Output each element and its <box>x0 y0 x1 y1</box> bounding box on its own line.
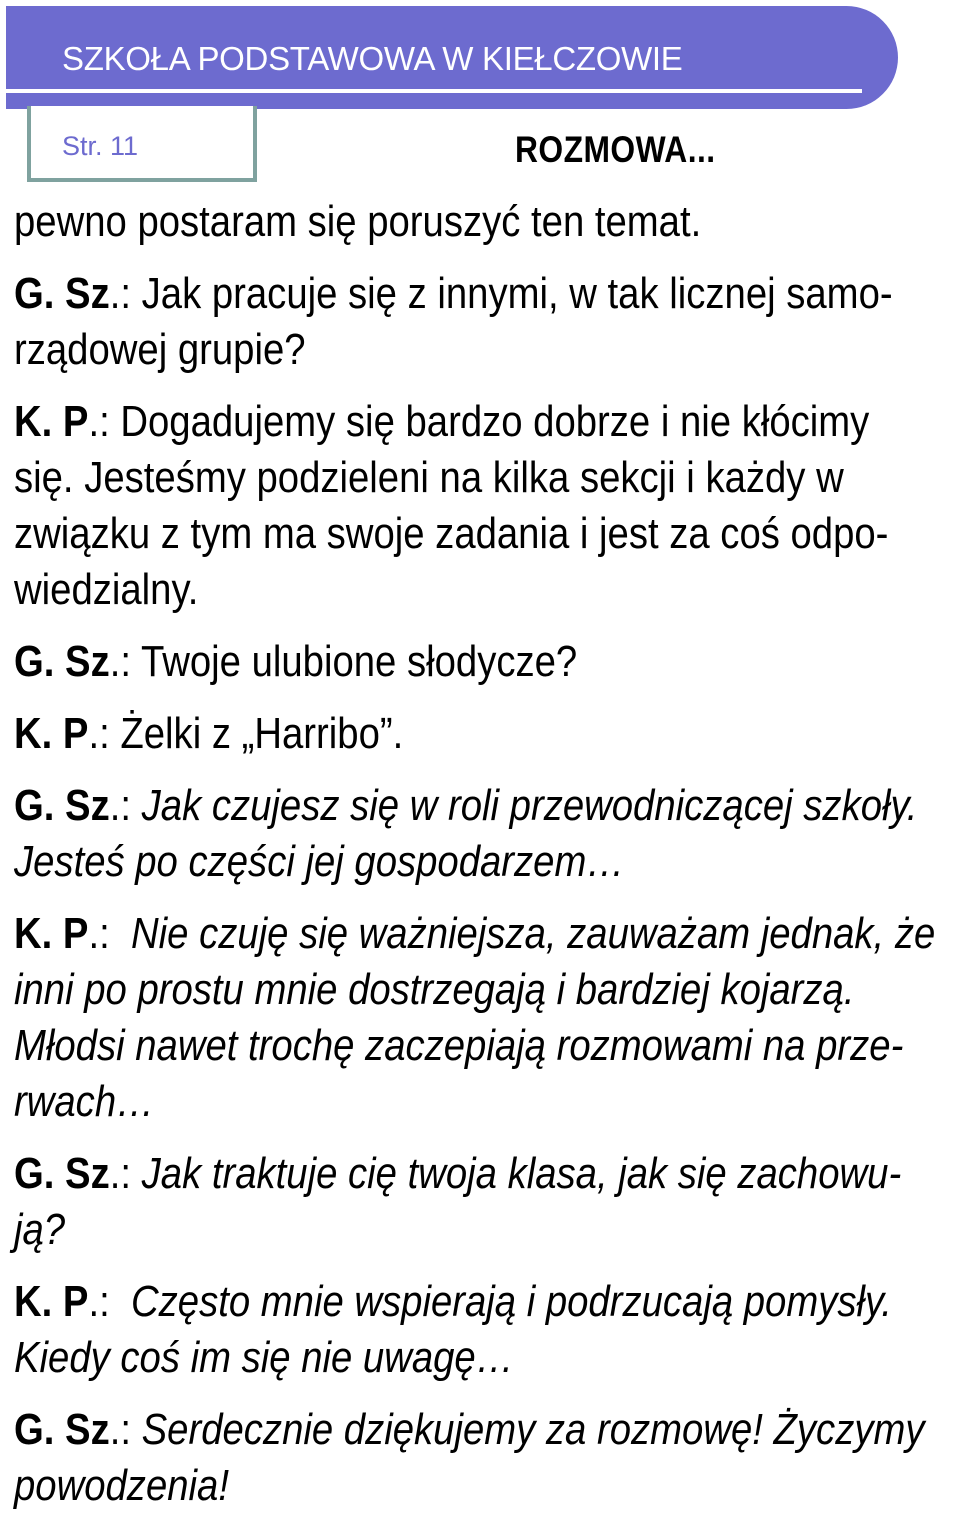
text-line: ją? <box>14 1205 66 1254</box>
speaker-initials: K. P <box>14 909 89 958</box>
speaker-separator: .: <box>88 909 132 958</box>
school-name: SZKOŁA PODSTAWOWA W KIEŁCZOWIE <box>62 40 683 77</box>
text-line: się. Jesteśmy podzieleni na kilka sekcji i każdy w <box>14 453 844 502</box>
speaker-initials: G. Sz <box>14 1405 110 1454</box>
section-title: ROZMOWA... <box>515 129 716 170</box>
dialogue-paragraph <box>14 778 936 890</box>
speaker-initials: K. P <box>14 1277 89 1326</box>
text-line: Jak czujesz się w roli przewodniczącej szkoły. <box>141 781 918 830</box>
intro-paragraph <box>14 194 936 250</box>
dialogue-paragraph <box>14 394 936 618</box>
dialogue-paragraph <box>14 1274 936 1386</box>
interview-text <box>14 194 936 1530</box>
speaker-separator: .: <box>109 1149 142 1198</box>
dialogue-paragraph <box>14 266 936 378</box>
speaker-separator: .: <box>88 709 121 758</box>
text-line: Kiedy coś im się nie uwagę… <box>14 1333 515 1382</box>
text-line: Twoje ulubione słodycze? <box>140 637 578 686</box>
text-line: rwach… <box>14 1077 155 1126</box>
speaker-initials: K. P <box>14 709 89 758</box>
dialogue-paragraph <box>14 1402 936 1514</box>
text-line: inni po prostu mnie dostrzegają i bardziej kojarzą. <box>14 965 855 1014</box>
text-line: Jesteś po części jej gospodarzem… <box>14 837 625 886</box>
speaker-separator: .: <box>109 1405 142 1454</box>
dialogue-paragraph <box>14 1146 936 1258</box>
speaker-initials: G. Sz <box>14 1149 110 1198</box>
text-line: rządowej grupie? <box>14 325 306 374</box>
text-line: Dogadujemy się bardzo dobrze i nie kłócimy <box>120 397 870 446</box>
speaker-initials: K. P <box>14 397 89 446</box>
dialogue-paragraph <box>14 706 936 762</box>
speaker-initials: G. Sz <box>14 637 110 686</box>
text-line: Jak pracuje się z innymi, w tak licznej samo- <box>141 269 893 318</box>
text-line: Często mnie wspierają i podrzucają pomysły. <box>131 1277 892 1326</box>
speaker-separator: .: <box>109 269 142 318</box>
text-line: Jak traktuje cię twoja klasa, jak się zachowu- <box>141 1149 902 1198</box>
text-line: Żelki z „Harribo”. <box>120 709 404 758</box>
text-line: powodzenia! <box>14 1461 229 1510</box>
dialogue-paragraph <box>14 634 936 690</box>
speaker-separator: .: <box>109 637 141 686</box>
speaker-initials: G. Sz <box>14 781 110 830</box>
speaker-separator: .: <box>109 781 142 830</box>
text-line: Nie czuję się ważniejsza, zauważam jednak, że <box>131 909 936 958</box>
speaker-initials: G. Sz <box>14 269 110 318</box>
speaker-separator: .: <box>88 397 121 446</box>
text-line: pewno postaram się poruszyć ten temat. <box>14 197 702 246</box>
text-line: związku z tym ma swoje zadania i jest za coś odpo- <box>14 509 889 558</box>
text-line: Młodsi nawet trochę zaczepiają rozmowami na prze- <box>14 1021 904 1070</box>
header-divider-line <box>6 89 862 93</box>
speaker-separator: .: <box>88 1277 132 1326</box>
text-line: Serdecznie dziękujemy za rozmowę! Życzymy <box>141 1405 925 1454</box>
dialogue-paragraph <box>14 906 936 1130</box>
text-line: wiedzialny. <box>14 565 199 614</box>
page-number: Str. 11 <box>62 131 139 161</box>
